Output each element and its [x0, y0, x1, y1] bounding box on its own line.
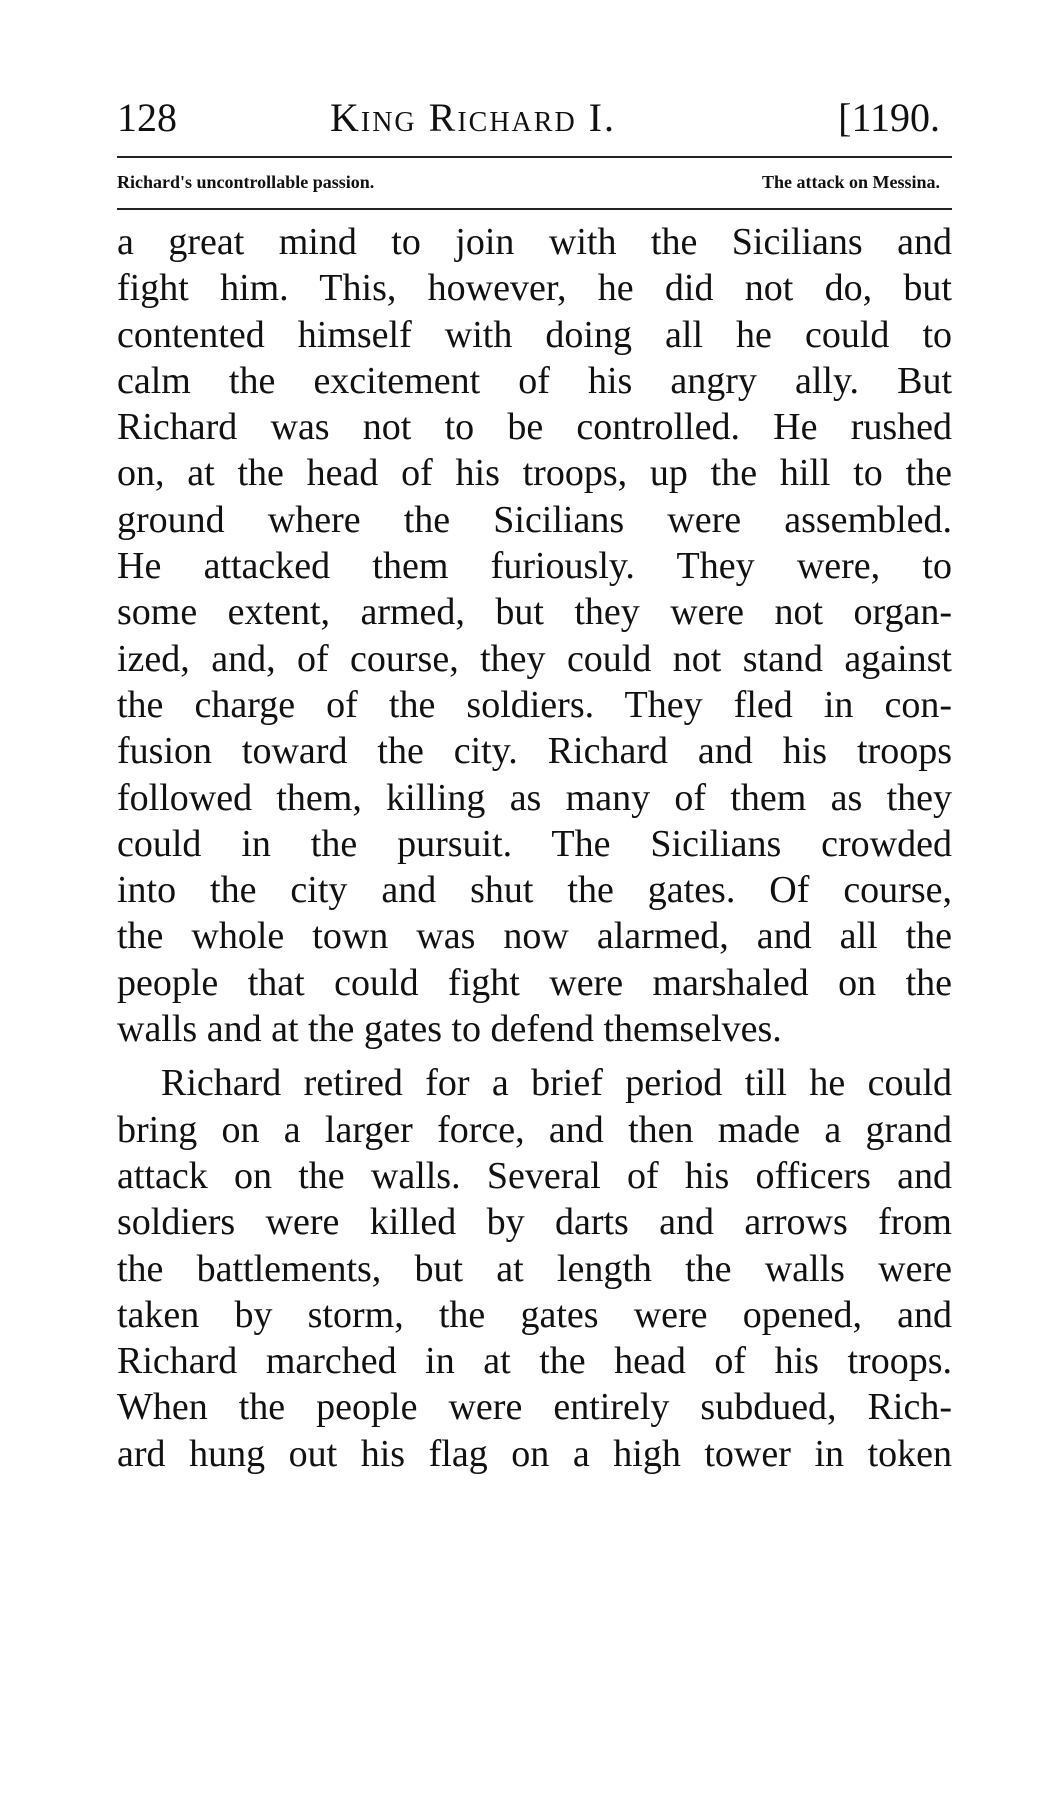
text-line: could in the pursuit. The Sicilians crowded — [117, 822, 952, 865]
text-line: When the people were entirely subdued, Rich- — [117, 1386, 952, 1429]
text-line: the charge of the soldiers. They fled in con- — [117, 683, 952, 726]
page-header — [117, 94, 952, 142]
text-line: bring on a larger force, and then made a grand — [117, 1108, 952, 1151]
text-line: soldiers were killed by darts and arrows from — [117, 1201, 952, 1244]
text-line: the whole town was now alarmed, and all the — [117, 915, 952, 958]
text-line: a great mind to join with the Sicilians and — [117, 221, 952, 263]
text-line: walls and at the gates to defend themselves. — [117, 1008, 782, 1051]
body-text — [117, 219, 952, 1477]
text-line: fusion toward the city. Richard and his troops — [117, 730, 952, 773]
text-line: Richard marched in at the head of his troops. — [117, 1340, 952, 1383]
text-line: contented himself with doing all he could to — [117, 313, 952, 356]
header-rule-bottom — [117, 208, 952, 210]
text-line: into the city and shut the gates. Of course, — [117, 869, 952, 912]
page-number: 128 — [117, 95, 177, 140]
text-line: ized, and, of course, they could not stand against — [117, 637, 952, 680]
book-page — [117, 0, 952, 1795]
text-line: on, at the head of his troops, up the hill to the — [117, 452, 952, 495]
subhead-right: The attack on Messina. — [761, 172, 940, 192]
marginal-subheads — [117, 168, 952, 196]
text-line: people that could fight were marshaled on the — [117, 961, 952, 1004]
header-rule-top — [117, 156, 952, 158]
paragraph — [117, 1060, 952, 1477]
text-line: attack on the walls. Several of his officers and — [117, 1154, 952, 1197]
text-line: taken by storm, the gates were opened, and — [117, 1293, 952, 1336]
text-line: ground where the Sicilians were assembled. — [117, 498, 952, 541]
text-line: calm the excitement of his angry ally. But — [117, 359, 952, 402]
text-line: He attacked them furiously. They were, to — [117, 545, 952, 588]
text-line: some extent, armed, but they were not organ- — [117, 591, 952, 634]
paragraph-gap — [117, 1052, 952, 1060]
chapter-year: [1190. — [838, 95, 940, 140]
paragraph — [117, 219, 952, 1052]
text-line: Richard was not to be controlled. He rushed — [117, 406, 952, 449]
running-title: King Richard I. — [330, 95, 616, 140]
text-line: followed them, killing as many of them as they — [117, 776, 952, 819]
subhead-left: Richard's uncontrollable passion. — [117, 172, 375, 192]
text-line: the battlements, but at length the walls were — [117, 1247, 952, 1290]
text-line: fight him. This, however, he did not do, but — [117, 267, 952, 310]
text-line: ard hung out his flag on a high tower in token — [117, 1432, 952, 1475]
text-line: Richard retired for a brief period till he could — [161, 1062, 952, 1105]
